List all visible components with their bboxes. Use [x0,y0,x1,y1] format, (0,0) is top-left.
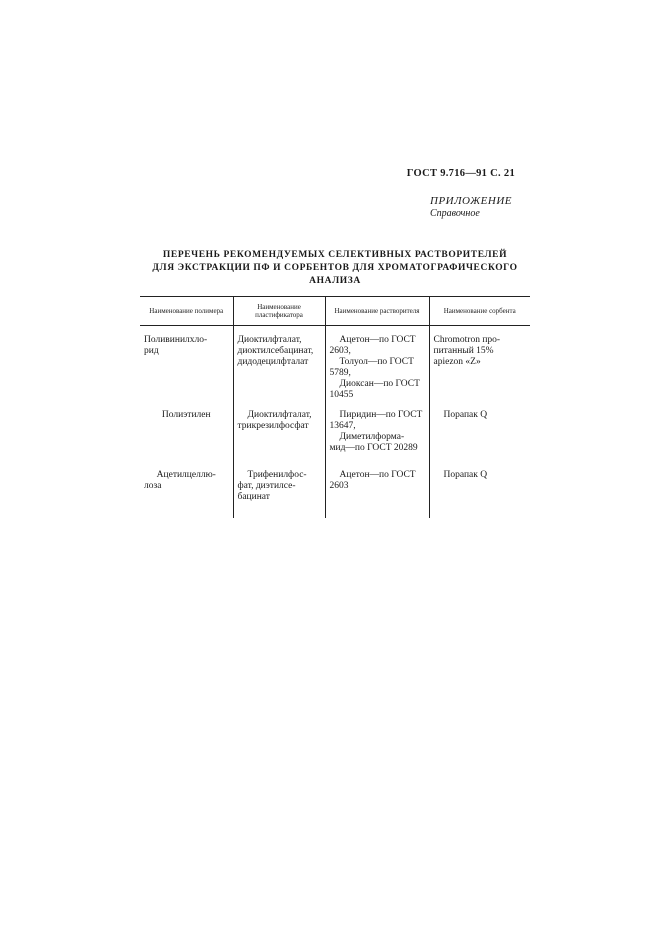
cell-sorbent [429,461,530,518]
cell-line: Диметилформа- [339,432,405,442]
table-row [140,461,530,518]
cell-line: apiezon «Z» [433,357,481,367]
cell-solvent [325,326,429,402]
cell-line: 13647, [329,421,356,431]
cell-plasticizer [233,461,325,518]
cell-line: Chromotron про- [433,335,501,345]
cell-line: фат, диэтилсе- [237,481,296,491]
cell-line: трикрезилфосфат [237,421,309,431]
table-row [140,326,530,402]
cell-line: Ацетон—по ГОСТ [339,470,416,480]
cell-line: 2603 [329,481,349,491]
cell-line: диоктилсебацинат, [237,346,314,356]
document-title-line: ПЕРЕЧЕНЬ РЕКОМЕНДУЕМЫХ СЕЛЕКТИВНЫХ РАСТВОРИТЕЛЕЙ [162,250,508,260]
document-title-line: АНАЛИЗА [309,276,361,286]
document-title [135,249,535,288]
cell-line: Ацетилцеллю- [156,470,216,480]
document-title-line: ДЛЯ ЭКСТРАКЦИИ ПФ И СОРБЕНТОВ ДЛЯ ХРОМАТОГРАФИЧЕСКОГО [152,263,518,273]
cell-polymer [140,401,233,461]
page-header-standard-ref: ГОСТ 9.716—91 С. 21 [406,168,515,179]
cell-plasticizer [233,401,325,461]
cell-line: лоза [144,481,162,491]
cell-line: 5789, [329,368,351,378]
cell-line: Толуол—по ГОСТ [339,357,414,367]
cell-line: питанный 15% [433,346,494,356]
header-plasticizer: Наименование пластификатора [233,297,325,326]
cell-solvent [325,461,429,518]
cell-sorbent [429,401,530,461]
cell-line: Полиэтилен [161,410,211,420]
cell-line: Порапак Q [443,470,488,480]
cell-line: мид—по ГОСТ 20289 [329,443,418,453]
cell-line: Диоктилфталат, [247,410,312,420]
cell-plasticizer [233,326,325,402]
cell-sorbent [429,326,530,402]
cell-line: Диоксан—по ГОСТ [339,379,420,389]
table-row [140,401,530,461]
appendix-title: ПРИЛОЖЕНИЕ [430,195,512,207]
cell-line: Порапак Q [443,410,488,420]
solvents-table [140,296,530,518]
cell-line: Поливинилхло- [144,335,208,345]
cell-line: рид [144,346,159,356]
appendix-subtitle: Справочное [430,208,480,219]
cell-line: 10455 [329,390,354,400]
cell-polymer [140,461,233,518]
header-polymer: Наименование полимера [140,297,233,326]
header-solvent: Наименование растворителя [325,297,429,326]
cell-line: Диоктилфталат, [237,335,302,345]
cell-line: дидодецилфталат [237,357,309,367]
cell-line: бацинат [237,492,270,502]
cell-solvent [325,401,429,461]
cell-line: Трифенилфос- [247,470,307,480]
appendix-block [430,195,550,219]
header-sorbent: Наименование сорбента [429,297,530,326]
table-header-row [140,297,530,326]
cell-polymer [140,326,233,402]
cell-line: Ацетон—по ГОСТ [339,335,416,345]
cell-line: Пиридин—по ГОСТ [339,410,423,420]
cell-line: 2603, [329,346,351,356]
